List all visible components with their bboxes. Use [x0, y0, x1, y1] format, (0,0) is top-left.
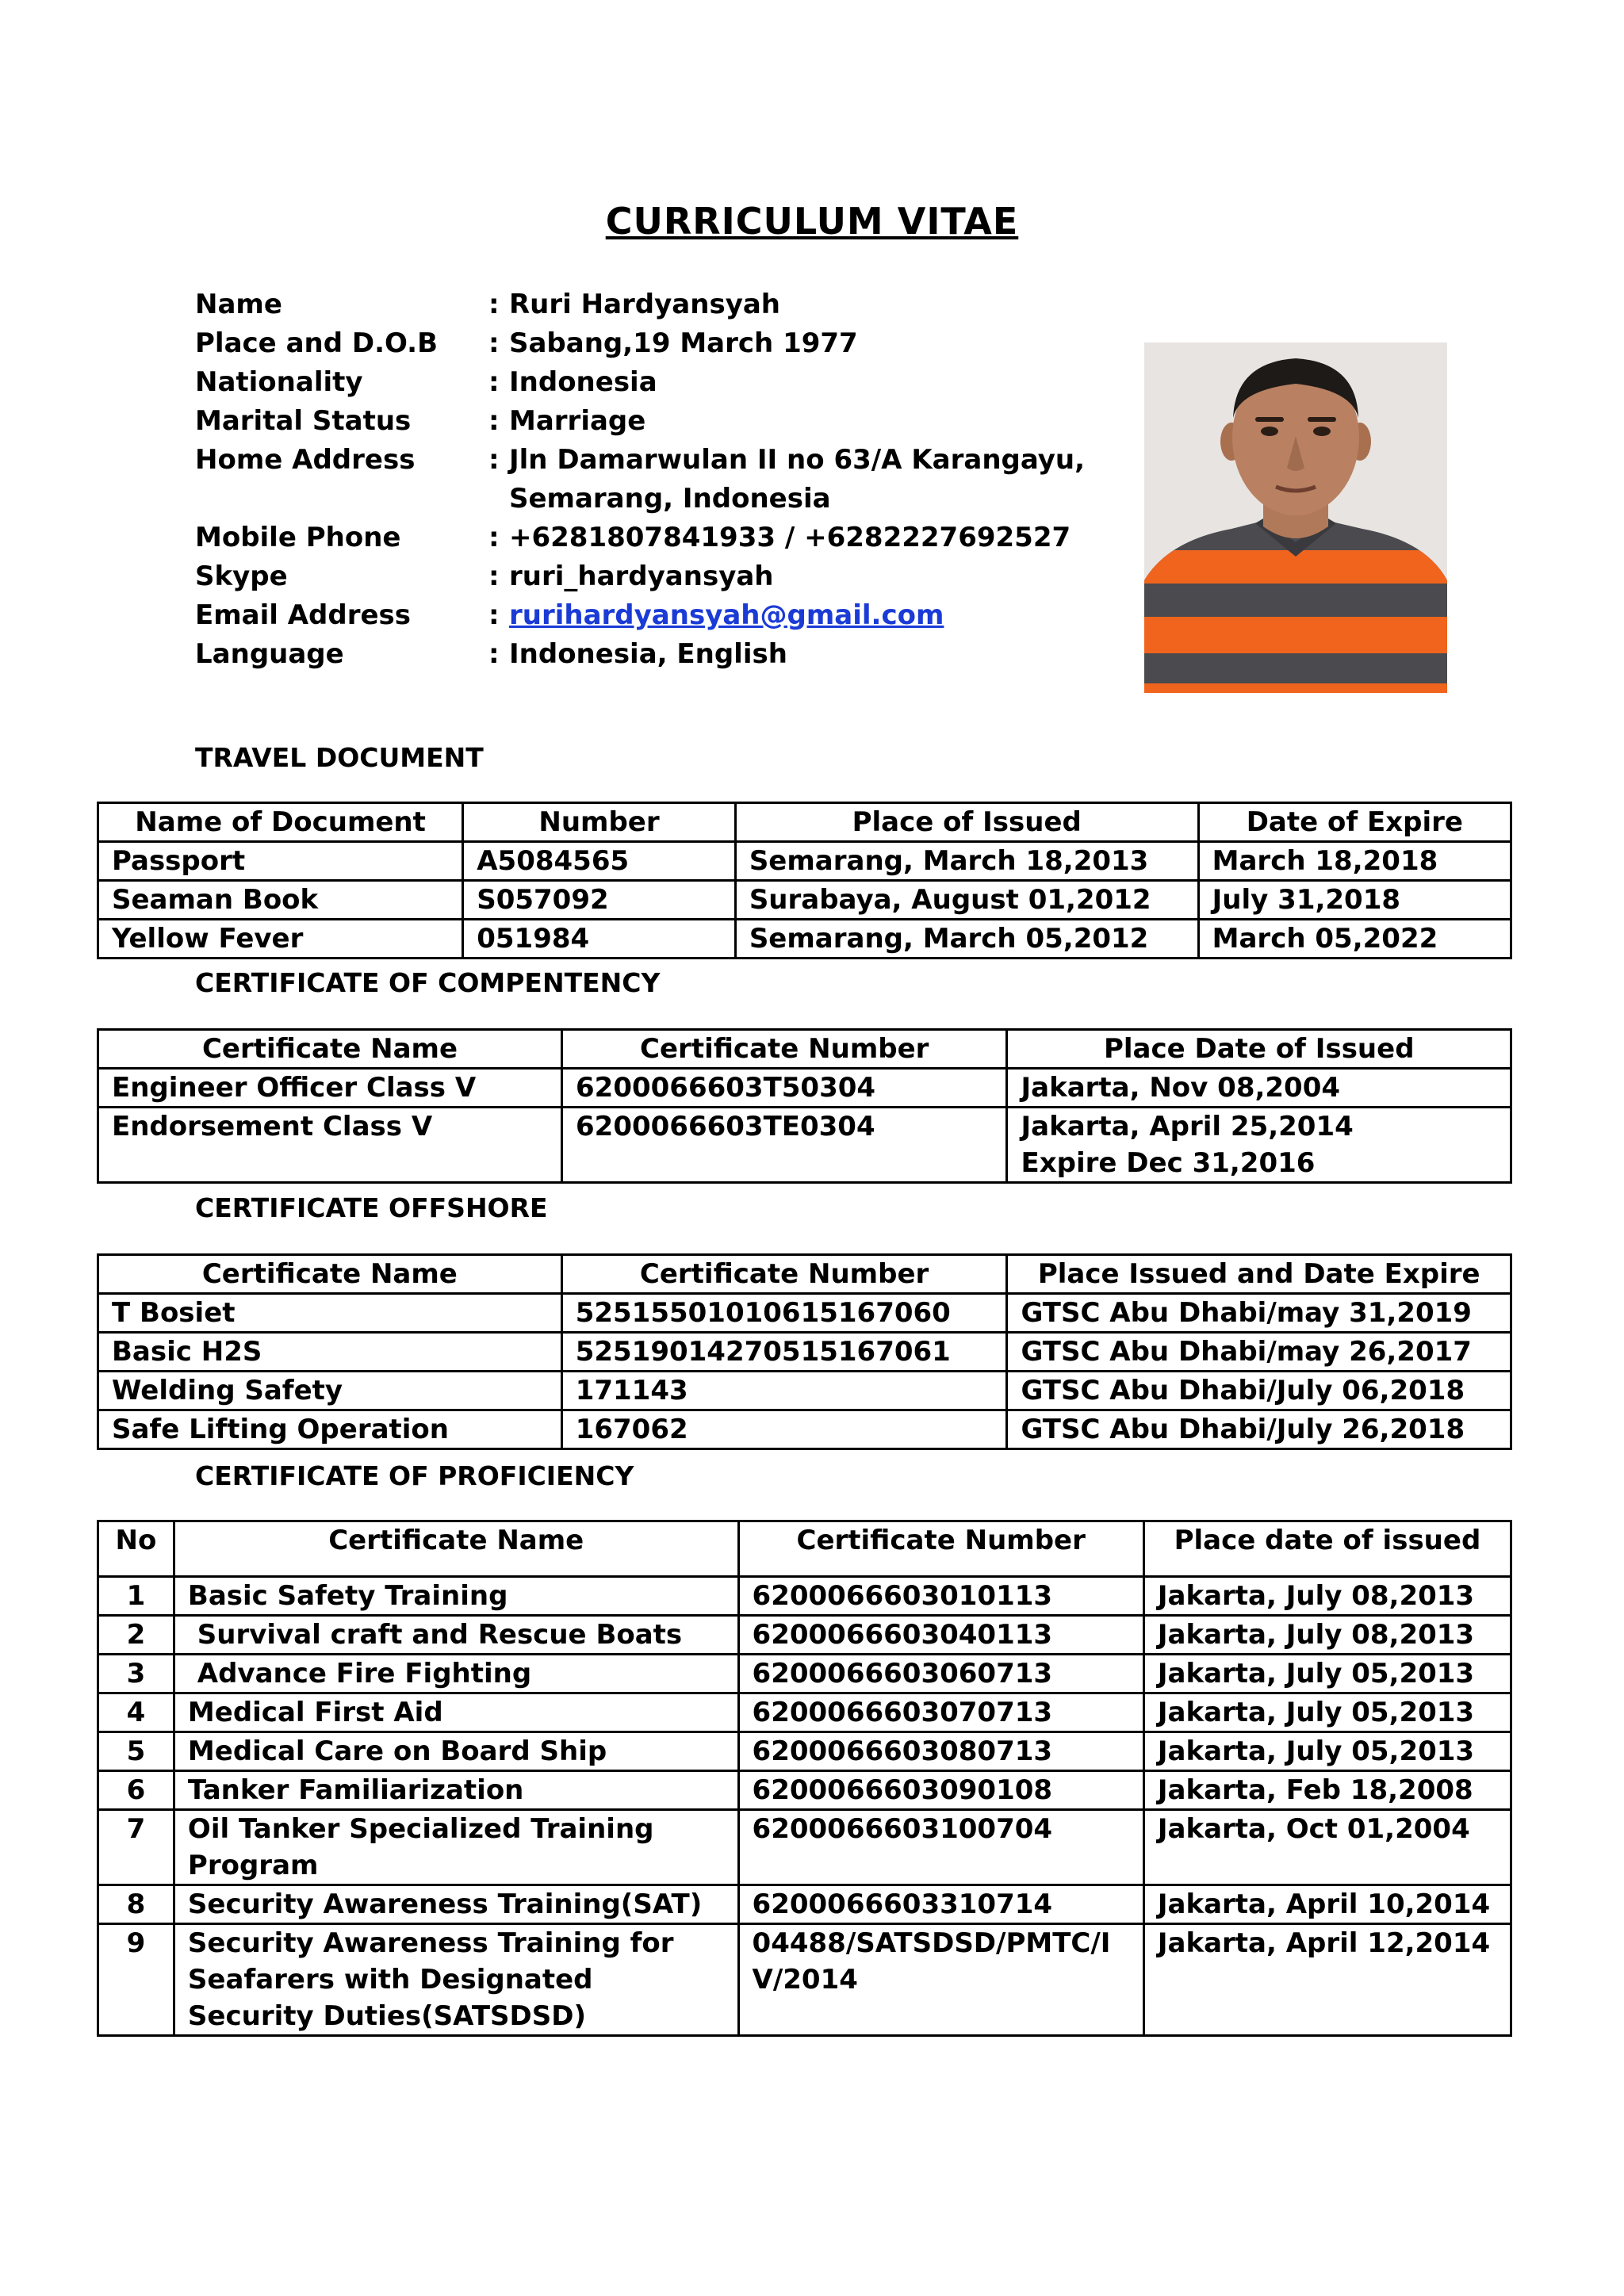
info-label: Mobile Phone: [195, 522, 401, 553]
info-value: ruri_hardyansyah: [509, 561, 774, 592]
info-label: Place and D.O.B: [195, 327, 439, 359]
info-value: +6281807841933 / +6282227692527: [509, 522, 1071, 553]
table-row: Seaman Book S057092 Surabaya, August 01,2012 July 31,2018: [98, 881, 1511, 920]
info-value: Jln Damarwulan II no 63/A Karangayu, Semarang, Indonesia: [509, 444, 1086, 515]
table-row: 6 Tanker Familiarization 6200066603090108 Jakarta, Feb 18,2008: [98, 1771, 1511, 1810]
section-heading-travel: TRAVEL DOCUMENT: [195, 742, 484, 773]
info-label: Skype: [195, 561, 288, 592]
portrait-illustration: [1144, 342, 1447, 693]
info-label: Language: [195, 638, 344, 670]
competency-table: [97, 1028, 1512, 1184]
table-row: 4 Medical First Aid 6200066603070713 Jakarta, July 05,2013: [98, 1693, 1511, 1732]
travel-document-table: [97, 802, 1512, 959]
table-row: Welding Safety 171143 GTSC Abu Dhabi/July 06,2018: [98, 1372, 1511, 1410]
info-row-phone: Mobile Phone : +6281807841933 / +6282227692527: [195, 519, 1112, 557]
personal-info: [195, 285, 1112, 674]
info-row-skype: Skype : ruri_hardyansyah: [195, 557, 1112, 596]
section-heading-competency: CERTIFICATE OF COMPENTENCY: [195, 967, 661, 998]
profile-photo: [1144, 342, 1447, 693]
info-row-email: Email Address : rurihardyansyah@gmail.com: [195, 596, 1112, 635]
info-label: Email Address: [195, 599, 412, 631]
section-heading-offshore: CERTIFICATE OFFSHORE: [195, 1192, 548, 1223]
table-header-row: Certificate Name Certificate Number Place Issued and Date Expire: [98, 1255, 1511, 1294]
info-value: Ruri Hardyansyah: [509, 289, 781, 320]
table-row: Engineer Officer Class V 6200066603T50304 Jakarta, Nov 08,2004: [98, 1069, 1511, 1108]
table-row: 8 Security Awareness Training(SAT) 6200066603310714 Jakarta, April 10,2014: [98, 1885, 1511, 1924]
table-header-row: Certificate Name Certificate Number Place Date of Issued: [98, 1030, 1511, 1069]
info-row-name: Name : Ruri Hardyansyah: [195, 285, 1112, 324]
table-row: Basic H2S 52519014270515167061 GTSC Abu Dhabi/may 26,2017: [98, 1333, 1511, 1372]
table-row: 7 Oil Tanker Specialized Training Program 6200066603100704 Jakarta, Oct 01,2004: [98, 1810, 1511, 1885]
table-row: 3 Advance Fire Fighting 6200066603060713 Jakarta, July 05,2013: [98, 1655, 1511, 1693]
table-row: Yellow Fever 051984 Semarang, March 05,2012 March 05,2022: [98, 920, 1511, 959]
info-row-address: Home Address : Jln Damarwulan II no 63/A Karangayu, Semarang, Indonesia: [195, 441, 1112, 519]
offshore-table: [97, 1253, 1512, 1450]
info-row-dob: Place and D.O.B : Sabang,19 March 1977: [195, 324, 1112, 363]
table-row: Safe Lifting Operation 167062 GTSC Abu Dhabi/July 26,2018: [98, 1410, 1511, 1449]
table-header-row: No Certificate Name Certificate Number Place date of issued: [98, 1521, 1511, 1577]
info-label: Marital Status: [195, 405, 412, 437]
table-row: Endorsement Class V 6200066603TE0304 Jakarta, April 25,2014 Expire Dec 31,2016: [98, 1108, 1511, 1183]
info-row-language: Language : Indonesia, English: [195, 635, 1112, 674]
info-row-nationality: Nationality : Indonesia: [195, 363, 1112, 402]
table-row: 9 Security Awareness Training for Seafarers with Designated Security Duties(SATSDSD) 04488/SATSDSD/PMTC/IV/2014 Jakarta, April 12,2014: [98, 1924, 1511, 2036]
page-title: CURRICULUM VITAE: [605, 200, 1019, 243]
info-value: Indonesia, English: [509, 638, 787, 670]
info-value: Indonesia: [509, 366, 657, 398]
table-row: Passport A5084565 Semarang, March 18,2013 March 18,2018: [98, 842, 1511, 881]
section-heading-proficiency: CERTIFICATE OF PROFICIENCY: [195, 1460, 634, 1491]
email-link[interactable]: rurihardyansyah@gmail.com: [509, 599, 944, 631]
info-row-marital: Marital Status : Marriage: [195, 402, 1112, 441]
table-header-row: Name of Document Number Place of Issued Date of Expire: [98, 803, 1511, 842]
info-value: Marriage: [509, 405, 646, 437]
info-label: Nationality: [195, 366, 363, 398]
info-label: Home Address: [195, 444, 416, 476]
proficiency-table: [97, 1520, 1512, 2037]
table-row: T Bosiet 52515501010615167060 GTSC Abu Dhabi/may 31,2019: [98, 1294, 1511, 1333]
table-row: 5 Medical Care on Board Ship 6200066603080713 Jakarta, July 05,2013: [98, 1732, 1511, 1771]
info-label: Name: [195, 289, 282, 320]
info-value: Sabang,19 March 1977: [509, 327, 858, 359]
table-row: 2 Survival craft and Rescue Boats 6200066603040113 Jakarta, July 08,2013: [98, 1616, 1511, 1655]
table-row: 1 Basic Safety Training 6200066603010113 Jakarta, July 08,2013: [98, 1577, 1511, 1616]
